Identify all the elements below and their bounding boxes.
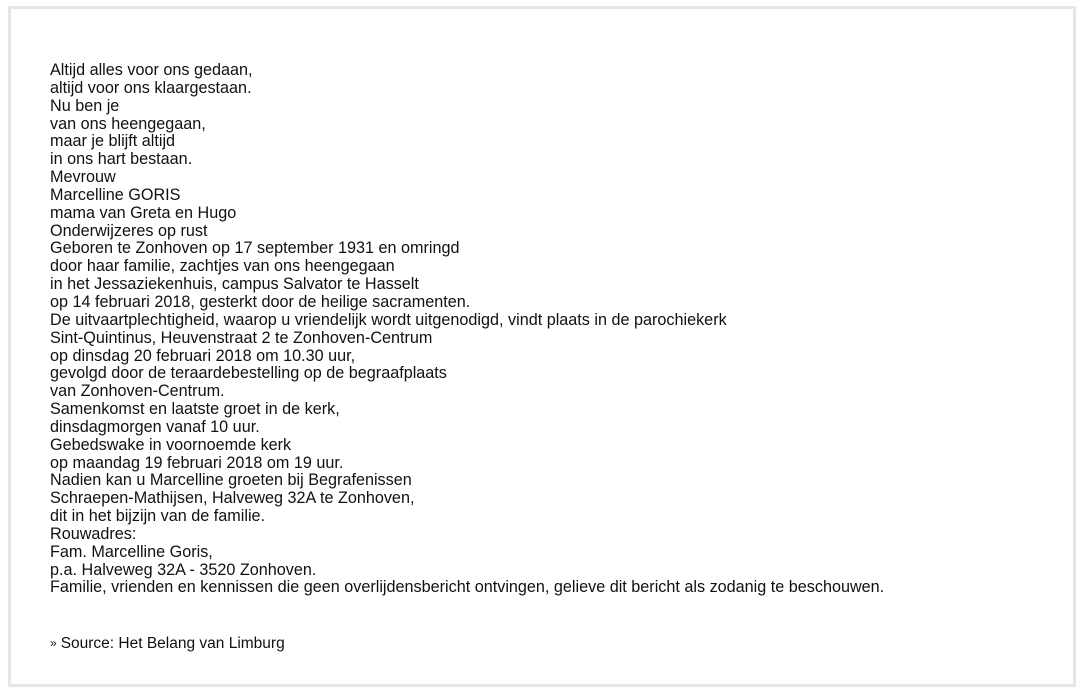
notice-line: Schraepen-Mathijsen, Halveweg 32A te Zonhoven, [50, 489, 415, 508]
notice-line: Gebedswake in voornoemde kerk [50, 435, 292, 454]
notice-line: altijd voor ons klaargestaan. [50, 78, 252, 97]
source-attribution [50, 634, 285, 654]
notice-line: Nu ben je [50, 96, 120, 115]
source-marker: » [50, 636, 57, 650]
notice-line: op maandag 19 februari 2018 om 19 uur. [50, 453, 344, 472]
notice-line: in het Jessaziekenhuis, campus Salvator te Hasselt [50, 275, 419, 294]
notice-line: van Zonhoven-Centrum. [50, 382, 225, 401]
notice-line: Mevrouw [50, 168, 116, 187]
notice-line: Familie, vrienden en kennissen die geen overlijdensbericht ontvingen, gelieve dit bericht als zodanig te beschouwen. [50, 578, 885, 597]
notice-line: dit in het bijzijn van de familie. [50, 507, 266, 526]
deceased-name: Marcelline GORIS [50, 185, 181, 204]
notice-frame [8, 6, 1076, 687]
obituary-text [50, 62, 1050, 597]
notice-line: Rouwadres: [50, 524, 137, 543]
notice-line: De uitvaartplechtigheid, waarop u vriendelijk wordt uitgenodigd, vindt plaats in de parochiekerk [50, 310, 727, 329]
notice-line: p.a. Halveweg 32A - 3520 Zonhoven. [50, 560, 317, 579]
notice-line: op dinsdag 20 februari 2018 om 10.30 uur, [50, 346, 356, 365]
notice-line: Onderwijzeres op rust [50, 221, 208, 240]
notice-line: maar je blijft altijd [50, 132, 176, 151]
notice-line: mama van Greta en Hugo [50, 203, 237, 222]
notice-line: in ons hart bestaan. [50, 150, 193, 169]
notice-line: door haar familie, zachtjes van ons heengegaan [50, 257, 395, 276]
source-label: Source: Het Belang van Limburg [60, 635, 285, 652]
notice-line: op 14 februari 2018, gesterkt door de heilige sacramenten. [50, 292, 471, 311]
notice-line: Sint-Quintinus, Heuvenstraat 2 te Zonhoven-Centrum [50, 328, 433, 347]
notice-line: gevolgd door de teraardebestelling op de begraafplaats [50, 364, 447, 383]
notice-line: Altijd alles voor ons gedaan, [50, 61, 253, 79]
notice-line: Nadien kan u Marcelline groeten bij Begrafenissen [50, 471, 412, 490]
notice-line: dinsdagmorgen vanaf 10 uur. [50, 417, 260, 436]
notice-line: Fam. Marcelline Goris, [50, 542, 213, 561]
notice-line: Samenkomst en laatste groet in de kerk, [50, 400, 340, 419]
notice-line: van ons heengegaan, [50, 114, 206, 133]
notice-line: Geboren te Zonhoven op 17 september 1931 en omringd [50, 239, 460, 258]
